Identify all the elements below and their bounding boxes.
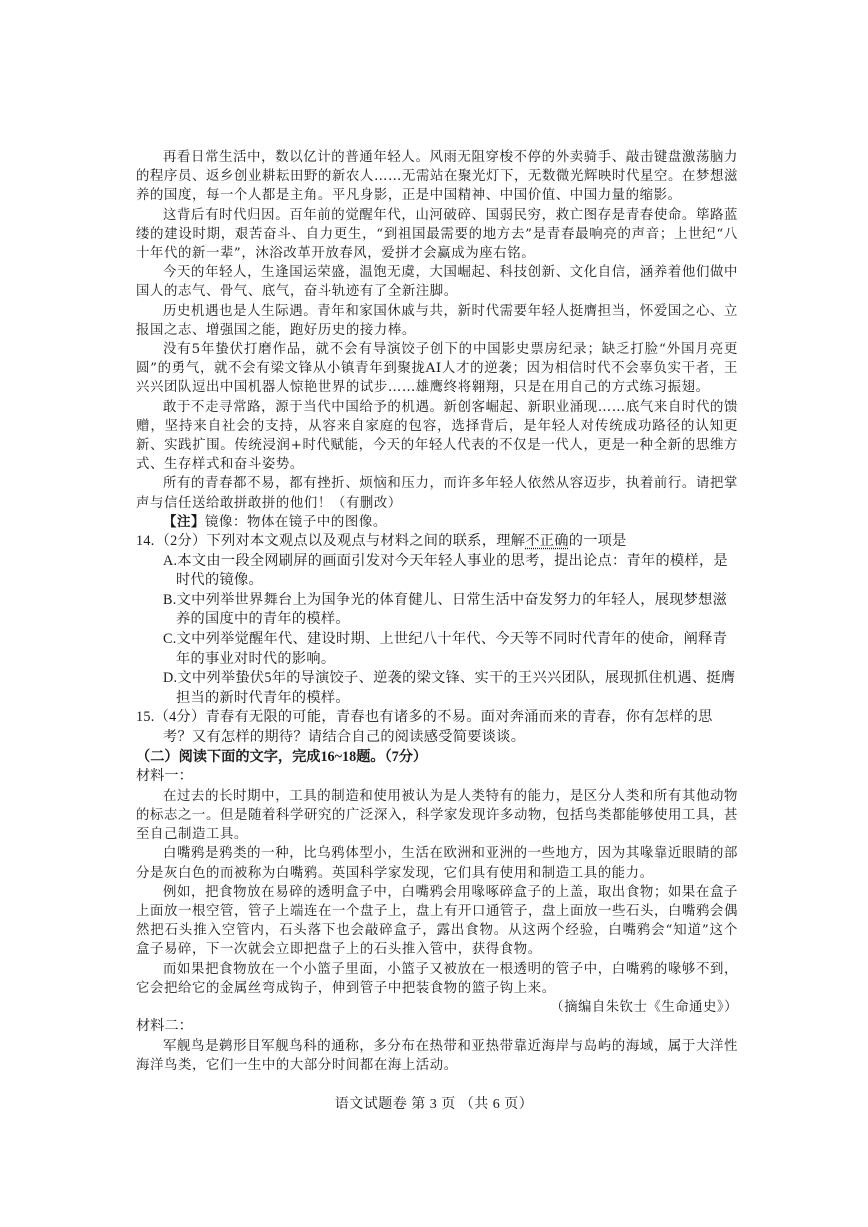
question-stem-suffix: 的一项是	[568, 533, 627, 550]
material-paragraph: 例如，把食物放在易碎的透明盒子中，白嘴鸦会用喙啄碎盒子的上盖，取出食物；如果在盒子上面放一根空管，管子上端连在一个盘子上，盘上有开口通管子，盘上面放一些石头，白嘴鸦会偶然把石头推入空管内，石头落下也会敲碎盒子，露出食物。从这两个经验，白嘴鸦会“知道”这个盒子易碎，下一次就会立即把盘子上的石头推入管中，获得食物。	[136, 884, 738, 958]
page-footer: 语文试题卷 第 3 页 （共 6 页）	[334, 1097, 534, 1112]
footnote-marker: 【注】	[163, 513, 205, 530]
option-d: D.文中列举蛰伏5年的导演饺子、逆袭的梁文锋、实干的王兴兴团队，展现抓住机遇、挺膺担当的新时代青年的模样。	[163, 670, 736, 706]
passage-paragraph: 再看日常生活中，数以亿计的普通年轻人。风雨无阻穿梭不停的外卖骑手、敲击键盘激荡脑力的程序员、返乡创业耕耘田野的新农人……无需站在聚光灯下，无数微光辉映时代星空。在梦想滋养的国度，每一个人都是主角。平凡身影，正是中国精神、中国价值、中国力量的缩影。	[136, 150, 738, 204]
question-stem-prefix: （2分）下列对本文观点以及观点与材料之间的联系，理解	[155, 533, 526, 550]
material-1	[136, 787, 738, 1017]
material-paragraph: 而如果把食物放在一个小篮子里面，小篮子又被放在一根透明的管子中，白嘴鸦的喙够不到，它会把给它的金属丝弯成钩子，伸到管子中把装食物的篮子钩上来。	[136, 961, 738, 996]
passage-paragraph: 敢于不走寻常路，源于当代中国给予的机遇。新创客崛起、新职业涌现……底气来自时代的馈赠，坚持来自社会的支持，从容来自家庭的包容，选择背后，是年轻人对传统成功路径的认知更新、实践扩围。传统浸润+时代赋能，今天的年轻人代表的不仅是一代人，更是一种全新的思维方式、生存样式和奋斗姿势。	[136, 399, 738, 473]
option-c: C.文中列举觉醒年代、建设时期、上世纪八十年代、今天等不同时代青年的使命，阐释青年的事业对时代的影响。	[163, 631, 728, 667]
material-paragraph: 在过去的长时期中，工具的制造和使用被认为是人类特有的能力，是区分人类和所有其他动物的标志之一。但是随着科学研究的广泛深入，科学家发现许多动物，包括鸟类都能够使用工具，甚至自己制造工具。	[136, 788, 738, 843]
material-2	[136, 1037, 738, 1075]
option-a: A.本文由一段全网刷屏的画面引发对今天年轻人事业的思考，提出论点：青年的模样，是时代的镜像。	[163, 552, 728, 589]
question-number: 14.	[136, 533, 155, 550]
page-content	[136, 148, 738, 1075]
passage	[136, 148, 738, 532]
material-paragraph: 军舰鸟是鹈形目军舰鸟科的通称，多分布在热带和亚热带靠近海岸与岛屿的海域，属于大洋性海洋鸟类，它们一生中的大部分时间都在海上活动。	[136, 1038, 738, 1074]
passage-paragraph: 没有5年蛰伏打磨作品，就不会有导演饺子创下的中国影史票房纪录；缺乏打脸“外国月亮更圆”的勇气，就不会有梁文锋从小镇青年到聚拢AI人才的逆袭；因为相信时代不会辜负实干者，王兴兴团队逗出中国机器人惊艳世界的试步……雄鹰终将翱翔，只是在用自己的方式练习振翅。	[136, 342, 738, 396]
question-14-stem	[136, 532, 738, 552]
passage-paragraph: 所有的青春都不易，都有挫折、烦恼和压力，而许多年轻人依然从容迈步，执着前行。请把掌声与信任送给敢拼敢拼的他们！（有删改）	[136, 476, 738, 511]
passage-paragraph: 历史机遇也是人生际遇。青年和家国休戚与共，新时代需要年轻人挺膺担当，怀爱国之心、立报国之志、增强国之能，跑好历史的接力棒。	[136, 303, 738, 338]
passage-paragraph: 今天的年轻人，生逢国运荣盛，温饱无虞，大国崛起、科技创新、文化自信，涵养着他们做中国人的志气、骨气、底气，奋斗轨迹有了全新注脚。	[136, 265, 738, 300]
answer-options	[136, 552, 738, 709]
material-2-label: 材料二：	[136, 1018, 193, 1035]
passage-paragraph: 这背后有时代归因。百年前的觉醒年代，山河破碎、国弱民穷，救亡图存是青春使命。筚路蓝缕的建设时期，艰苦奋斗、自力更生，“到祖国最需要的地方去”是青春最响亮的声音；上世纪“八十年代的新一辈”，沐浴改革开放春风，爱拼才会赢成为座右铭。	[136, 207, 738, 262]
footnote-text: 镜像：物体在镜子中的图像。	[204, 514, 387, 530]
material-1-label: 材料一：	[136, 768, 193, 785]
option-b: B.文中列举世界舞台上为国争光的体育健儿、日常生活中奋发努力的年轻人，展现梦想滋养的国度中的青年的模样。	[163, 591, 728, 628]
footnote	[136, 513, 738, 532]
section-heading: （二）阅读下面的文字，完成16~18题。（7分）	[136, 748, 428, 765]
emphasis-word: 不正确	[525, 533, 569, 550]
material-source: （摘编自朱钦士《生命通史》）	[550, 1000, 738, 1016]
question-15: 15.（4分）青春有无限的可能，青春也有诸多的不易。面对奔涌而来的青春，你有怎样的思考？又有怎样的期待？请结合自己的阅读感受简要谈谈。	[136, 709, 713, 745]
material-paragraph: 白嘴鸦是鸦类的一种，比乌鸦体型小，生活在欧洲和亚洲的一些地方，因为其喙靠近眼睛的部分是灰白色的而被称为白嘴鸦。英国科学家发现，它们具有使用和制造工具的能力。	[136, 846, 738, 881]
question-14	[136, 532, 738, 708]
